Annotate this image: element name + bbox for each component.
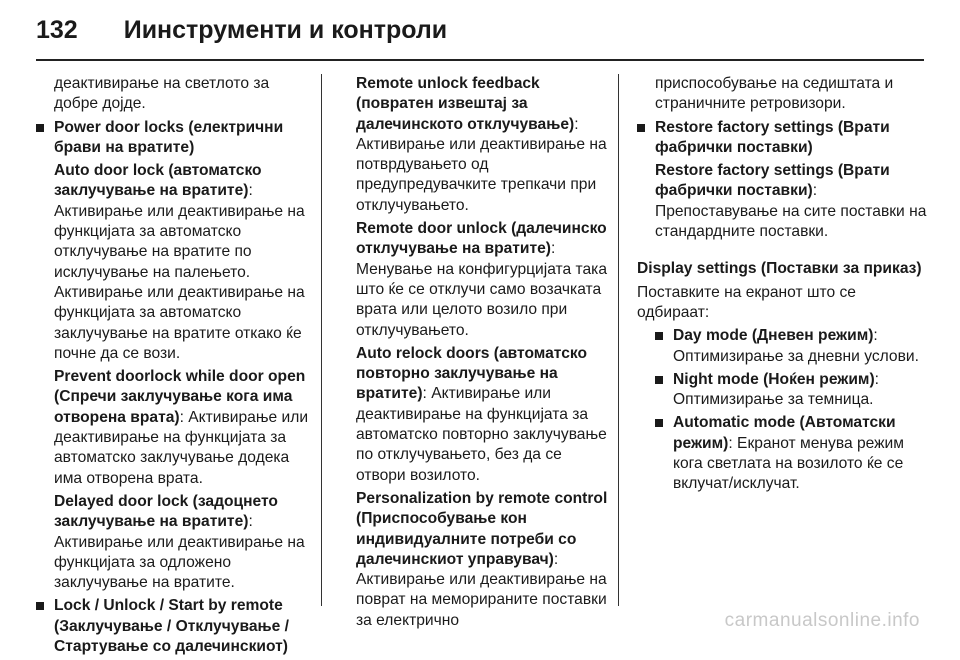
remote-door-unlock-title: Remote door unlock (далечинско отклучување на вратите): [356, 220, 607, 258]
list-item-lock-unlock-remote: [36, 596, 312, 657]
feedback-text: Активирање или деактивирање на потврдувањето од предупредувачките трепкачи при отклучувањето.: [356, 135, 607, 214]
list-item-night-mode: Night mode (Ноќен режим): Оптимизирање за темница.: [655, 370, 927, 411]
header-rule: [36, 59, 924, 61]
page-number: 132: [36, 15, 78, 44]
bullet-icon: [36, 602, 44, 610]
display-settings-title: Display settings (Поставки за приказ): [637, 260, 922, 278]
bullet-icon: [655, 419, 663, 427]
delayed-lock-text: Активирање или деактивирање на функцијата за одложено заклучување на вратите.: [54, 533, 305, 592]
intro-text: деактивирање на светлото за добре дојде.: [54, 75, 270, 113]
remote-door-unlock-text: Менување на конфигурцијата така што ќе се отклучи само возачката врата или целото возило при отклучувањето.: [356, 260, 608, 339]
delayed-lock-title: Delayed door lock (задоцнето заклучување на вратите): [54, 492, 278, 531]
bullet-icon: [637, 124, 645, 132]
automatic-mode-text: Екранот менува режим кога светлата на возилото ќе се вклучат/исклучат.: [673, 434, 904, 493]
item-title: Lock / Unlock / Start by remote (Заклучување / Отклучување / Стартување со далечинскиот): [54, 597, 289, 656]
night-mode-title: Night mode (Ноќен режим): [673, 370, 875, 388]
list-item-restore-factory: Restore factory settings (Врати фабрички поставки) Restore factory settings (Врати фабрички поставки): Препоставување на сите поставки на стандардните поставки.: [637, 118, 927, 243]
restore-sub-title: Restore factory settings (Врати фабрички поставки): [655, 162, 890, 200]
feedback-title: Remote unlock feedback (повратен извештај за далечинското отклучување): [356, 75, 575, 133]
auto-relock-title: Auto relock doors (автоматско повторно заклучување на вратите): [356, 344, 587, 403]
bullet-icon: [36, 124, 44, 132]
item-title: Restore factory settings (Врати фабрички поставки): [655, 118, 890, 156]
prevent-lock-title: Prevent doorlock while door open (Спречи заклучување кога има отворена врата): [54, 368, 306, 426]
column-separator-1: [321, 74, 322, 606]
automatic-mode-title: Automatic mode (Автоматски режим): [673, 414, 896, 452]
column-2: Remote unlock feedback (повратен извештај за далечинското отклучување): Активирање или деактивирање на потврдувањето од предупредувачките трепкачи при отклучувањето. Remote door unlock (далечинско отклучување на вратите): Менување на конфигурцијата така што ќе се отклучи само возачката врата или целото возило при отклучувањето. Auto relock doors (автоматско повторно заклучување на вратите): Активирање или деактивирање на функцијата за автоматско повторно заклучување по отклучувањето, без да се отвори возилото. Personalization by remote control (Приспособување кон индивидуалните потреби со далечинскиот управувач): Активирање или деактивирање на поврат на меморираните поставки за електрично: [356, 75, 608, 629]
personalization-title: Personalization by remote control (Приспособување кон индивидуалните потреби со далечинскиот управувач): [356, 489, 608, 568]
list-item-automatic-mode: Automatic mode (Автоматски режим): Екранот менува режим кога светлата на возилото ќе се вклучат/исклучат.: [655, 413, 927, 494]
prevent-lock-text: Активирање или деактивирање на функцијата за автоматско заклучување додека има отворена врата.: [54, 408, 309, 487]
column-1: [36, 74, 312, 660]
personalization-text: Активирање или деактивирање на поврат на меморираните поставки за електрично: [356, 571, 607, 629]
list-item-day-mode: Day mode (Дневен режим): Оптимизирање за дневни услови.: [655, 326, 927, 367]
bullet-icon: [655, 376, 663, 384]
day-mode-title: Day mode (Дневен режим): [673, 327, 874, 345]
continued-text: приспособување на седиштата и страничните ретровизори.: [655, 75, 894, 113]
page-header: [36, 10, 447, 50]
column-3: [637, 74, 927, 498]
restore-text: Препоставување на сите поставки на стандардните поставки.: [655, 202, 927, 241]
bullet-icon: [655, 332, 663, 340]
auto-lock-text: Активирање или деактивирање на функцијата за автоматско отклучување на вратите по исклучување на палењето. Активирање или деактивирање на функцијата за автоматско заклучување на вратите откако ќе почне да се вози.: [54, 202, 305, 362]
night-mode-text: Оптимизирање за темница.: [673, 391, 874, 409]
auto-lock-title: Auto door lock (автоматско заклучување на вратите): [54, 162, 262, 200]
day-mode-text: Оптимизирање за дневни услови.: [673, 347, 919, 365]
column-separator-2: [618, 74, 619, 606]
auto-relock-text: Активирање или деактивирање на функцијата за автоматско повторно заклучување по отклучувањето, без да се отвори возилото.: [356, 385, 607, 484]
display-settings-text: Поставките на екранот што се одбираат:: [637, 283, 856, 321]
page-title: Иинструменти и контроли: [123, 15, 448, 44]
watermark: carmanualsonline.info: [724, 610, 920, 631]
item-title: Power door locks (електрични брави на вратите): [54, 118, 284, 156]
list-item-power-door-locks: Power door locks (електрични брави на вратите) Auto door lock (автоматско заклучување на вратите): Активирање или деактивирање на функцијата за автоматско отклучување на вратите по исклучување на палењето. Активирање или деактивирање на функцијата за автоматско заклучување на вратите откако ќе почне да се вози. Prevent doorlock while door open (Спречи заклучување кога има отворена врата): Активирање или деактивирање на функцијата за автоматско заклучување додека има отворена врата. Delayed door lock (задоцнето заклучување на вратите): Активирање или деактивирање на функцијата за одложено заклучување на вратите.: [36, 118, 312, 594]
